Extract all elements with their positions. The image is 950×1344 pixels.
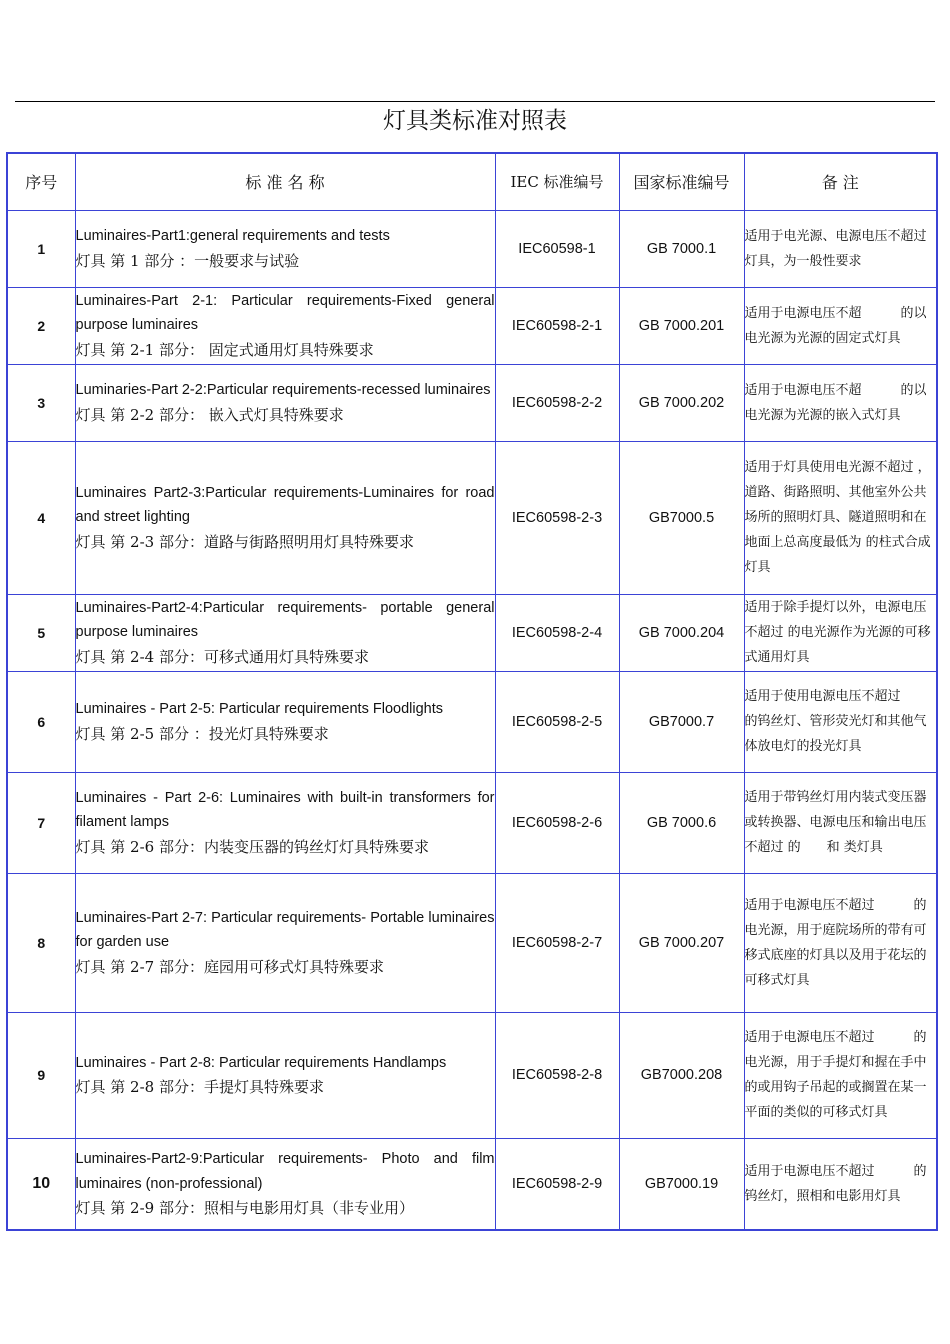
standard-name-en: Luminaires-Part2-4:Particular requirements- portable general purpose luminaires [75, 599, 495, 641]
top-rule [15, 101, 935, 102]
remark: 适用于电源电压不超 的以电光源为光源的嵌入式灯具 [744, 364, 937, 441]
iec-code: IEC60598-2-5 [495, 671, 619, 772]
standard-name [75, 364, 495, 441]
header-name: 标 准 名 称 [75, 153, 495, 210]
iec-code: IEC60598-2-8 [495, 1012, 619, 1138]
gb-code: GB 7000.204 [619, 594, 744, 671]
standard-name-en: Luminaries-Part 2-2:Particular requirements-recessed luminaires [75, 382, 491, 398]
remark: 适用于电光源、电源电压不超过 灯具，为一般性要求 [744, 210, 937, 287]
table-row [7, 1012, 937, 1138]
remark: 适用于使用电源电压不超过 的钨丝灯、管形荧光灯和其他气体放电灯的投光灯具 [744, 671, 937, 772]
row-number: 2 [7, 287, 75, 364]
table-row [7, 873, 937, 1012]
table-row [7, 287, 937, 364]
iec-code: IEC60598-2-4 [495, 594, 619, 671]
remark: 适用于灯具使用电光源不超过 ，道路、街路照明、其他室外公共场所的照明灯具、隧道照明和在地面上总高度最低为 的柱式合成灯具 [744, 441, 937, 594]
row-number: 10 [7, 1138, 75, 1230]
iec-code: IEC60598-1 [495, 210, 619, 287]
header-gb: 国家标准编号 [619, 153, 744, 210]
standard-name-en: Luminaires - Part 2-6: Luminaires with built-in transformers for filament lamps [75, 789, 495, 831]
standard-name [75, 441, 495, 594]
standard-name-en: Luminaires-Part 2-1: Particular requirements-Fixed general purpose luminaires [75, 292, 495, 334]
remark: 适用于电源电压不超过 的钨丝灯，照相和电影用灯具 [744, 1138, 937, 1230]
remark: 适用于电源电压不超过 的电光源，用于手提灯和握在手中的或用钩子吊起的或搁置在某一平面的类似的可移式灯具 [744, 1012, 937, 1138]
table-row [7, 1138, 937, 1230]
standard-name-zh: 灯具 第 2-3 部分：道路与街路照明用灯具特殊要求 [75, 532, 414, 551]
remark: 适用于电源电压不超 的以电光源为光源的固定式灯具 [744, 287, 937, 364]
gb-code: GB 7000.6 [619, 772, 744, 873]
standard-name-zh: 灯具 第 2-6 部分：内装变压器的钨丝灯灯具特殊要求 [75, 837, 429, 856]
header-iec: IEC 标准编号 [495, 153, 619, 210]
table-row [7, 210, 937, 287]
table-row [7, 364, 937, 441]
standard-name-zh: 灯具 第 2-2 部分： 嵌入式灯具特殊要求 [75, 405, 344, 424]
gb-code: GB7000.7 [619, 671, 744, 772]
row-number: 7 [7, 772, 75, 873]
row-number: 9 [7, 1012, 75, 1138]
standard-name [75, 594, 495, 671]
standards-table [6, 152, 938, 1231]
remark: 适用于除手提灯以外，电源电压不超过 的电光源作为光源的可移式通用灯具 [744, 594, 937, 671]
gb-code: GB7000.19 [619, 1138, 744, 1230]
iec-code: IEC60598-2-7 [495, 873, 619, 1012]
page-title: 灯具类标准对照表 [383, 108, 567, 134]
iec-code: IEC60598-2-1 [495, 287, 619, 364]
standard-name [75, 1012, 495, 1138]
iec-code: IEC60598-2-9 [495, 1138, 619, 1230]
row-number: 8 [7, 873, 75, 1012]
iec-code: IEC60598-2-3 [495, 441, 619, 594]
table-row [7, 441, 937, 594]
standard-name-en: Luminaires-Part 2-7: Particular requirements- Portable luminaires for garden use [75, 909, 495, 951]
iec-code: IEC60598-2-2 [495, 364, 619, 441]
standard-name-zh: 灯具 第 2-4 部分：可移式通用灯具特殊要求 [75, 647, 369, 666]
gb-code: GB 7000.207 [619, 873, 744, 1012]
standard-name-en: Luminaires - Part 2-8: Particular requirements Handlamps [75, 1054, 447, 1071]
table-body [7, 210, 940, 1230]
standard-name-en: Luminaires Part2-3:Particular requirements-Luminaires for road and street lighting [75, 484, 495, 526]
gb-code: GB7000.208 [619, 1012, 744, 1138]
standard-name-zh: 灯具 第 1 部分 ：一般要求与试验 [75, 251, 300, 270]
remark: 适用于带钨丝灯用内装式变压器或转换器、电源电压和输出电压不超过 的 和 类灯具 [744, 772, 937, 873]
standard-name-zh: 灯具 第 2-8 部分：手提灯具特殊要求 [75, 1078, 324, 1096]
standard-name [75, 772, 495, 873]
table-row [7, 671, 937, 772]
row-number: 1 [7, 210, 75, 287]
remark: 适用于电源电压不超过 的电光源，用于庭院场所的带有可移式底座的灯具以及用于花坛的可移式灯具 [744, 873, 937, 1012]
table-row [7, 772, 937, 873]
standard-name-en: Luminaires - Part 2-5: Particular requirements Floodlights [75, 701, 443, 717]
gb-code: GB 7000.201 [619, 287, 744, 364]
standard-name [75, 1138, 495, 1230]
row-number: 5 [7, 594, 75, 671]
standard-name-zh: 灯具 第 2-9 部分：照相与电影用灯具（非专业用） [75, 1199, 414, 1217]
row-number: 4 [7, 441, 75, 594]
table-row [7, 594, 937, 671]
row-number: 6 [7, 671, 75, 772]
standard-name [75, 671, 495, 772]
gb-code: GB 7000.202 [619, 364, 744, 441]
standard-name [75, 210, 495, 287]
standard-name-en: Luminaires-Part2-9:Particular requirements- Photo and film luminaires (non-professional) [75, 1151, 495, 1192]
gb-code: GB 7000.1 [619, 210, 744, 287]
standard-name-zh: 灯具 第 2-7 部分：庭园用可移式灯具特殊要求 [75, 957, 384, 976]
header-note: 备 注 [744, 153, 937, 210]
table-header-row [7, 153, 937, 210]
standard-name [75, 873, 495, 1012]
row-number: 3 [7, 364, 75, 441]
gb-code: GB7000.5 [619, 441, 744, 594]
iec-code: IEC60598-2-6 [495, 772, 619, 873]
standard-name-zh: 灯具 第 2-1 部分： 固定式通用灯具特殊要求 [75, 340, 374, 359]
standard-name-en: Luminaires-Part1:general requirements and tests [75, 228, 390, 244]
standard-name [75, 287, 495, 364]
header-no: 序号 [7, 153, 75, 210]
standard-name-zh: 灯具 第 2-5 部分 ：投光灯具特殊要求 [75, 724, 329, 743]
